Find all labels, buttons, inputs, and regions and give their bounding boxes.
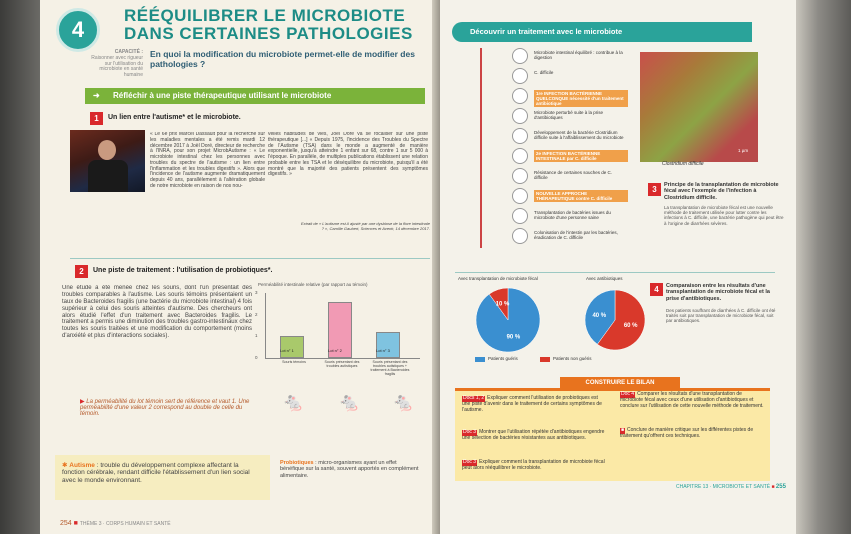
mouse-icon-1: 🐁 <box>282 392 305 412</box>
autisme-definition <box>62 462 262 484</box>
diagram-flow-line <box>480 48 482 248</box>
intestine-circle-icon <box>512 108 528 124</box>
capacite-text: Raisonner avec rigueur sur l'utilisation du microbiote en santé humaine <box>91 54 143 78</box>
doc3-title: Principe de la transplantation de microbiote fécal avec l'exemple de l'infection à Clostridium difficile. <box>664 182 779 201</box>
doc1-text-col1: « Le 6e prix Marcel Dassault pour la recherche sur les maladies mentales a été remis mardi 12 décembre 2017 à Joël Doré, directeur de recherche à l'INRA, pour son projet MicrobAutisme : « Le microbiote intestinal chez les personnes avec troubles du spectre de l'autisme : un lien entre l'inflammation et les troubles digestifs ». Alors que l'incidence de l'autisme augmente dramatiquement depuis 40 ans, parallèlement à l'altération globale de notre microbiote en raison de nos nou- <box>150 132 265 189</box>
intestine-circle-icon <box>512 128 528 144</box>
bilan-item <box>620 392 765 409</box>
chapter-question: En quoi la modification du microbiote permet-elle de modifier des pathologies ? <box>150 49 415 69</box>
diagram-step: Microbiote perturbé suite à la prise d'antibiotiques <box>534 110 604 120</box>
clostridium-micrograph <box>640 52 758 162</box>
x-tick-label: Souris témoins <box>282 360 306 364</box>
doc4-text: Des patients souffrant de diarrhées à C. difficile ont été traités soit par transplantation de microbiote fécal, soit par antibiotiques. <box>666 308 776 324</box>
intestine-circle-icon <box>512 48 528 64</box>
transplant-diagram <box>470 48 630 258</box>
diagram-step: C. difficile <box>534 70 554 75</box>
capacite-block <box>88 50 143 79</box>
micrograph-caption: Clostridium difficile <box>662 161 704 167</box>
doc1-badge: 1 <box>90 112 103 125</box>
diagram-step: 1re INFECTION BACTÉRIENNE QUELCONQUE nécessité d'un traitement antibiotique <box>534 90 628 107</box>
intestine-circle-icon <box>512 148 528 164</box>
y-tick-label: 0 <box>255 355 258 360</box>
doc1-source: Extrait de « L'autisme est-il ajusté par une dysbiose de la flore intestinale ? », Camille Gaubert, Sciences et Avenir, 14 décembre 2017. <box>300 221 430 231</box>
legend-gueris: Patients guéris <box>488 356 518 361</box>
bilan-item-text: Montrer que l'utilisation répétée d'antibiotiques engendre une sélection de bactéries résistantes aux antibiotiques. <box>462 429 605 441</box>
intestine-circle-icon <box>512 208 528 224</box>
mouse-icon-3: 🐁 <box>392 392 415 412</box>
doc4-title: Comparaison entre les résultats d'une transplantation de microbiote fécal et la prise d'antibiotiques. <box>666 283 770 302</box>
bilan-item <box>462 460 607 472</box>
intestine-circle-icon <box>512 228 528 244</box>
bilan-doc-tag: ■ <box>621 427 625 433</box>
bilan-doc-tag: Doc 3 <box>463 459 477 465</box>
left-footer: 254 ■ THÈME 3 · CORPS HUMAIN ET SANTÉ <box>60 520 171 527</box>
doc1-text-col2: velles habitudes de vies, Joël Doré va se focaliser sur une piste thérapeutique [...] « Depuis 1975, l'incidence des Troubles du Spectre de l'Autisme (TSA) dans le monde a augmenté de manière exponentielle, jusqu'à atteindre 1 enfant sur 68, contre 1 sur 5 000 à l'époque. En parallèle, de multiples publications établissent une relation probable entre les TSA et le déséquilibre du microbiote, puisqu'il a été montré que la majorité des patients présentent des symptômes digestifs. » <box>268 132 428 178</box>
bilan-item <box>462 430 607 442</box>
doc2-text: Une étude a été menée chez les souris, dont l'un présentait des troubles comparables à l'autisme. Les souris témoins présentaient un taux de Bacteroides fragilis (une bactérie du microbiote intestinal) 4 fois supérieur à celui des souris atteintes d'autisme. Des chercheurs ont alors étudié l'effet d'un traitement avec Bacteroides fragilis. Le traitement a permis une diminution des troubles gastro-intestinaux chez toutes les souris traitées et une modification du comportement (moins d'anxiété et plus d'interactions sociales). <box>62 285 252 340</box>
person-body-icon <box>88 160 128 192</box>
book-stack-left <box>0 0 40 534</box>
arrow-right-icon: ➜ <box>93 91 100 100</box>
intestine-circle-icon <box>512 188 528 204</box>
mouse-icon-2: 🐁 <box>338 392 361 412</box>
legend-swatch-non-gueris <box>540 357 550 362</box>
chart-y-axis <box>265 293 266 358</box>
bilan-item <box>462 396 607 413</box>
bilan-doc-tag: Docs 1, 2 <box>463 395 485 401</box>
bilan-item <box>620 428 765 440</box>
diagram-step: Développement de la bactérie Clostridium difficile suite à l'affaiblissement du microbiote <box>534 130 624 140</box>
bilan-item-text: Expliquer comment la transplantation de microbiote fécal peut alors rééquilibrer le microbiote. <box>462 459 605 471</box>
doc1-title: Un lien entre l'autisme* et le microbiote. <box>108 114 241 121</box>
bilan-title: CONSTRUIRE LE BILAN <box>560 377 680 389</box>
chart-note <box>80 398 260 417</box>
bar-lot-label: Lot n° 2 <box>328 348 342 353</box>
book-stack-right <box>796 0 851 534</box>
chart-title: Perméabilité intestinale relative (par rapport au témoin) <box>258 282 368 287</box>
doc2-title: Une piste de traitement : l'utilisation de probiotiques*. <box>93 267 273 274</box>
bilan-doc-tag: Doc 3 <box>463 429 477 435</box>
autisme-term: Autisme <box>69 462 95 469</box>
diagram-step: 2e INFECTION BACTÉRIENNE INTESTINALE par C. difficile <box>534 150 628 162</box>
probiotiques-def-text: : micro-organismes ayant un effet bénéfique sur la santé, souvent apportés en complément alimentaire. <box>280 460 419 479</box>
y-tick-label: 3 <box>255 290 258 295</box>
person-head-icon <box>98 140 116 160</box>
diagram-step: Microbiote intestinal équilibré : contribue à la digestion <box>534 50 623 60</box>
doc3-text: La transplantation de microbiote fécal est une nouvelle méthode de traitement utilisée pour lutter contre les infections à C. difficile, une bactérie pathogène qui peut être à l'origine de diarrhées sévères. <box>664 205 784 226</box>
right-divider <box>455 272 775 273</box>
pie-label: 10 % <box>495 301 510 308</box>
left-page-number: 254 <box>60 520 72 527</box>
pie1-title: Avec transplantation de microbiote fécal <box>458 276 538 281</box>
intestine-circle-icon <box>512 68 528 84</box>
chart-x-axis <box>265 358 420 359</box>
micrograph-scale: 1 µm <box>738 148 749 153</box>
probiotiques-definition <box>280 460 420 479</box>
section-banner <box>85 88 425 104</box>
intestine-circle-icon <box>512 88 528 104</box>
bilan-item-text: Comparer les résultats d'une transplantation de microbiote fécal avec ceux d'une utilisation d'antibiotiques et conclure sur l'utilisation de cette nouvelle méthode de traitement. <box>620 391 764 409</box>
chapter-number-badge: 4 <box>56 8 100 52</box>
capacite-label: CAPACITÉ : <box>114 49 143 55</box>
right-footer: CHAPITRE 13 · MICROBIOTE ET SANTÉ ■ 255 <box>676 484 786 490</box>
bilan-item-text: Conclure de manière critique sur les différentes pistes de traitement qu'offrent ces techniques. <box>620 427 754 439</box>
left-footer-theme: THÈME 3 · CORPS HUMAIN ET SANTÉ <box>79 521 171 527</box>
pie2-title: Avec antibiotiques <box>586 276 623 281</box>
x-tick-label: Souris présentant des troubles autistiques <box>324 360 360 368</box>
right-section-banner: Découvrir un traitement avec le microbiote <box>452 22 752 42</box>
permeability-chart <box>255 288 425 378</box>
pie-label: 90 % <box>506 334 521 341</box>
info-arrow-icon: ▶ <box>80 399 87 405</box>
bilan-doc-tag: Doc 4 <box>621 391 635 397</box>
star-icon: ✱ <box>62 462 70 469</box>
doc3-badge: 3 <box>648 183 661 196</box>
doc2-badge: 2 <box>75 265 88 278</box>
page-title-line1: RÉÉQUILIBRER LE MICROBIOTE <box>124 6 406 25</box>
divider <box>70 258 430 259</box>
x-tick-label: Souris présentant des troubles autistiques + traitement à Bacteroides fragilis <box>370 360 410 376</box>
bar-lot-label: Lot n° 1 <box>280 348 294 353</box>
chart-note-text: La perméabilité du lot témoin sert de référence et vaut 1. Une perméabilité d'une valeur 2 correspond au double de celle du témoin. <box>80 399 250 417</box>
intestine-circle-icon <box>512 168 528 184</box>
diagram-step: Résistance de certaines souches de C. difficile <box>534 170 613 180</box>
y-tick-label: 2 <box>255 311 258 317</box>
diagram-step: NOUVELLE APPROCHE THÉRAPEUTIQUE contre C. difficile <box>534 190 628 202</box>
probiotiques-term: Probiotiques <box>280 460 314 466</box>
legend-non-gueris: Patients non guéris <box>553 356 592 361</box>
award-photo <box>70 130 145 192</box>
doc4-badge: 4 <box>650 283 663 296</box>
right-footer-text: CHAPITRE 13 · MICROBIOTE ET SANTÉ <box>676 484 771 490</box>
right-page-number: 255 <box>775 484 786 490</box>
autisme-def-text: : trouble du développement complexe affectant la fonction cérébrale, rendant difficile l'établissement d'un lien social avec le monde environnant. <box>62 462 250 484</box>
pie-label: 40 % <box>592 312 607 319</box>
bilan-item-text: Expliquer comment l'utilisation de probiotiques est une piste d'avenir dans le traitement de certains symptômes de l'autisme. <box>462 395 602 413</box>
legend-swatch-gueris <box>475 357 485 362</box>
page-title-line2: DANS CERTAINES PATHOLOGIES <box>124 24 413 43</box>
bar-lot-label: Lot n° 3 <box>376 348 390 353</box>
chart-bar <box>376 332 400 358</box>
pie-charts <box>460 282 660 362</box>
y-tick-label: 1 <box>255 333 258 339</box>
diagram-step: Colonisation de l'intestin par les bactéries, éradication de C. difficile <box>534 230 618 240</box>
section-banner-label: Réfléchir à une piste thérapeutique utilisant le microbiote <box>113 91 332 100</box>
pie-label: 60 % <box>623 323 638 330</box>
diagram-step: Transplantation de bactéries issues du microbiote d'une personne saine <box>534 210 611 220</box>
